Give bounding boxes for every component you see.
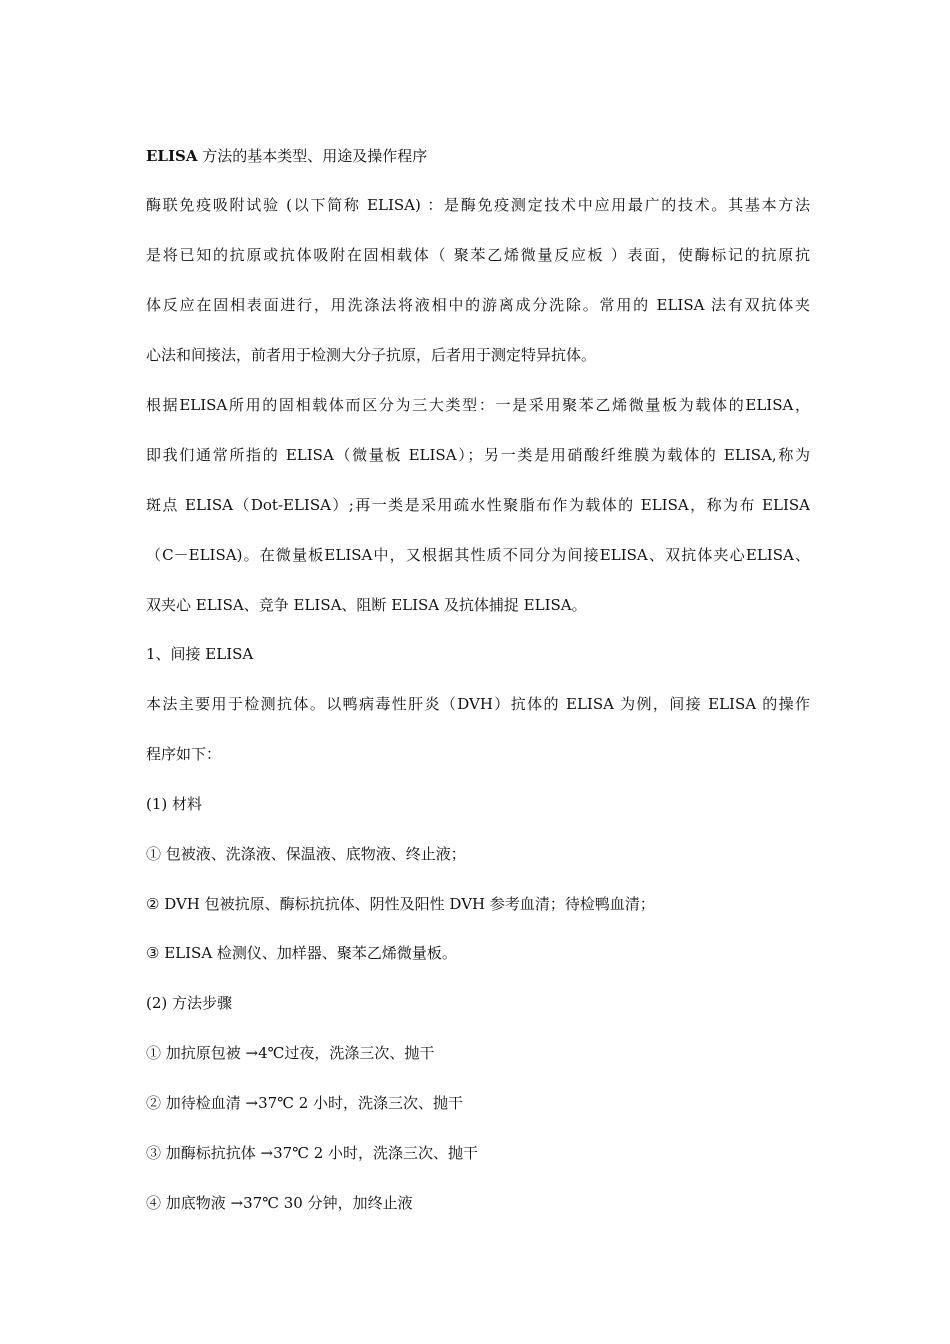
method-step: ② 加待检血清 →37℃ 2 小时，洗涤三次、抛干 <box>146 1094 464 1112</box>
title-rest: 方法的基本类型、用途及操作程序 <box>197 147 428 165</box>
materials-heading: (1) 材料 <box>146 795 203 813</box>
method-step: ③ 加酶标抗抗体 →37℃ 2 小时，洗涤三次、抛干 <box>146 1144 479 1162</box>
method-step: ① 加抗原包被 →4℃过夜，洗涤三次、抛干 <box>146 1044 435 1062</box>
section-intro-line: 程序如下： <box>146 745 222 763</box>
section-intro-line: 本法主要用于检测抗体。以鸭病毒性肝炎（DVH）抗体的 ELISA 为例，间接 ELISA 的操作 <box>146 695 810 713</box>
intro-line: 体反应在固相表面进行，用洗涤法将液相中的游离成分洗除。常用的 ELISA 法有双抗体夹 <box>146 296 810 314</box>
types-line: 根据ELISA所用的固相载体而区分为三大类型：一是采用聚苯乙烯微量板为载体的ELISA， <box>146 396 810 414</box>
intro-line: 是将已知的抗原或抗体吸附在固相载体（ 聚苯乙烯微量反应板 ）表面，使酶标记的抗原抗 <box>146 246 810 264</box>
materials-item: ③ ELISA 检测仪、加样器、聚苯乙烯微量板。 <box>146 944 457 962</box>
types-line: 双夹心 ELISA、竞争 ELISA、阻断 ELISA 及抗体捕捉 ELISA。 <box>146 596 587 614</box>
method-heading: (2) 方法步骤 <box>146 994 233 1012</box>
method-step: ④ 加底物液 →37℃ 30 分钟，加终止液 <box>146 1194 413 1212</box>
types-line: （C－ELISA)。在微量板ELISA中，又根据其性质不同分为间接ELISA、双抗体夹心ELISA、 <box>146 546 810 564</box>
intro-line: 酶联免疫吸附试验 (以下简称 ELISA) ：是酶免疫测定技术中应用最广的技术。其基本方法 <box>146 196 810 214</box>
title-bold: ELISA <box>146 147 198 165</box>
types-line: 斑点 ELISA（Dot-ELISA）;再一类是采用疏水性聚脂布作为载体的 ELISA，称为布 ELISA <box>146 496 810 514</box>
document-title <box>146 145 810 167</box>
types-line: 即我们通常所指的 ELISA（微量板 ELISA）；另一类是用硝酸纤维膜为载体的 ELISA,称为 <box>146 446 810 464</box>
materials-item: ② DVH 包被抗原、酶标抗抗体、阴性及阳性 DVH 参考血清；待检鸭血清； <box>146 895 655 913</box>
section-heading: 1、间接 ELISA <box>146 645 254 663</box>
materials-item: ① 包被液、洗涤液、保温液、底物液、终止液； <box>146 845 466 863</box>
intro-line: 心法和间接法，前者用于检测大分子抗原，后者用于测定特异抗体。 <box>146 346 597 364</box>
